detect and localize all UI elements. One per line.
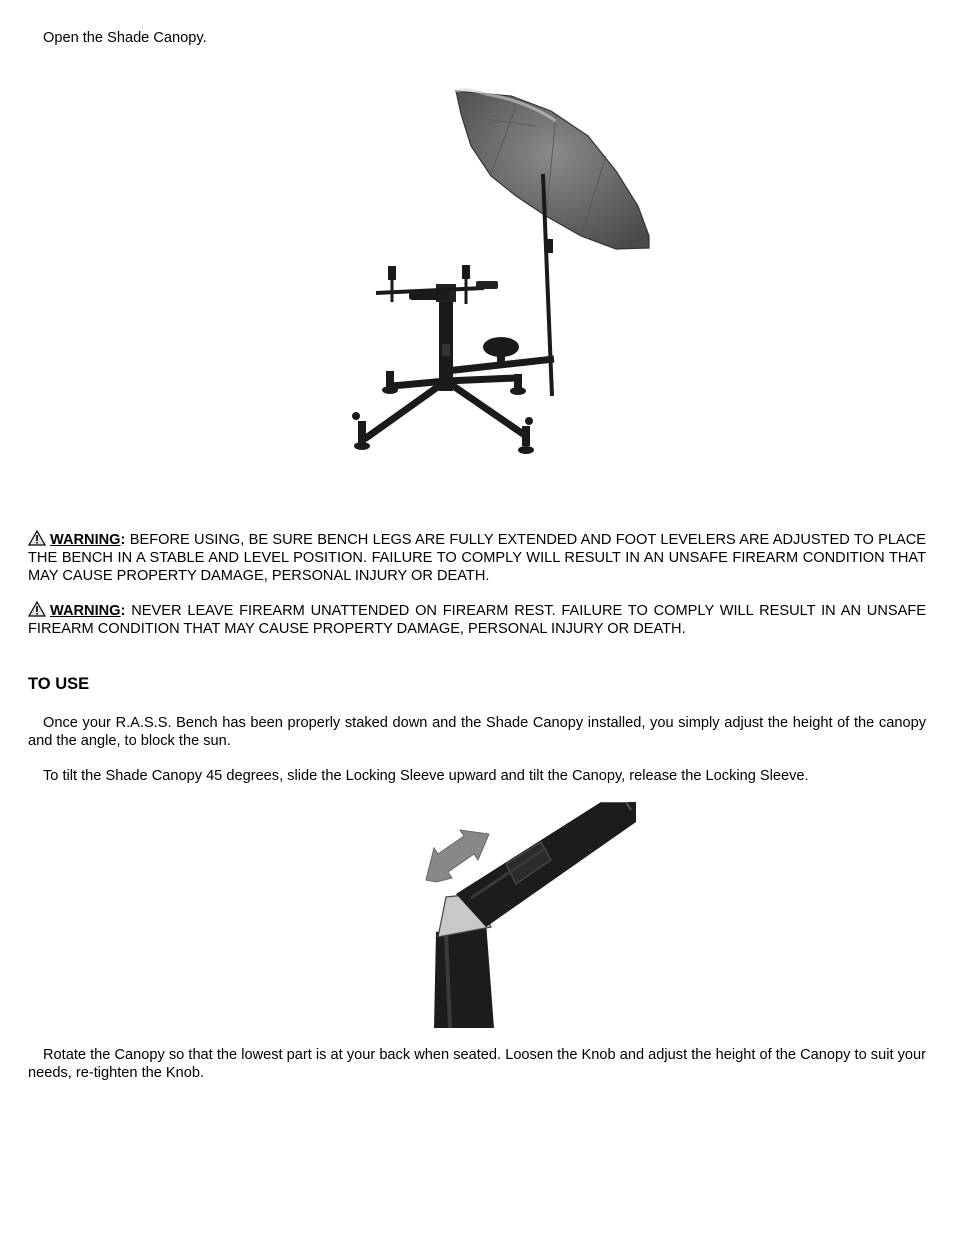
warning-2 xyxy=(28,601,926,638)
locking-sleeve-photo xyxy=(346,802,636,1028)
warning-2-text: NEVER LEAVE FIREARM UNATTENDED ON FIREARM REST. FAILURE TO COMPLY WILL RESULT IN AN UNSAFE FIREARM CONDITION THAT MAY CAUSE PROPERTY DAMAGE, PERSONAL INJURY OR DEATH. xyxy=(28,603,926,637)
intro-text: Open the Shade Canopy. xyxy=(43,30,207,46)
paragraph-2: To tilt the Shade Canopy 45 degrees, slide the Locking Sleeve upward and tilt the Canopy, release the Locking Sleeve. xyxy=(43,768,809,784)
warning-2-label: WARNING: xyxy=(50,603,126,619)
section-title: TO USE xyxy=(28,675,90,693)
warning-triangle-icon xyxy=(28,601,46,617)
warning-1-label: WARNING: xyxy=(50,532,126,548)
bench-canopy-photo xyxy=(316,66,652,510)
warning-1 xyxy=(28,530,926,585)
warning-1-text: BEFORE USING, BE SURE BENCH LEGS ARE FULLY EXTENDED AND FOOT LEVELERS ARE ADJUSTED TO PLACE THE BENCH IN A STABLE AND LEVEL POSITION. FAILURE TO COMPLY WILL RESULT IN AN UNSAFE FIREARM CONDITION THAT MAY CAUSE PROPERTY DAMAGE, PERSONAL INJURY OR DEATH. xyxy=(28,532,926,584)
paragraph-1: Once your R.A.S.S. Bench has been properly staked down and the Shade Canopy installed, you simply adjust the height of the canopy and the angle, to block the sun. xyxy=(28,715,926,749)
paragraph-3: Rotate the Canopy so that the lowest part is at your back when seated. Loosen the Knob and adjust the height of the Canopy to suit your needs, re-tighten the Knob. xyxy=(28,1047,926,1081)
warning-triangle-icon xyxy=(28,530,46,546)
